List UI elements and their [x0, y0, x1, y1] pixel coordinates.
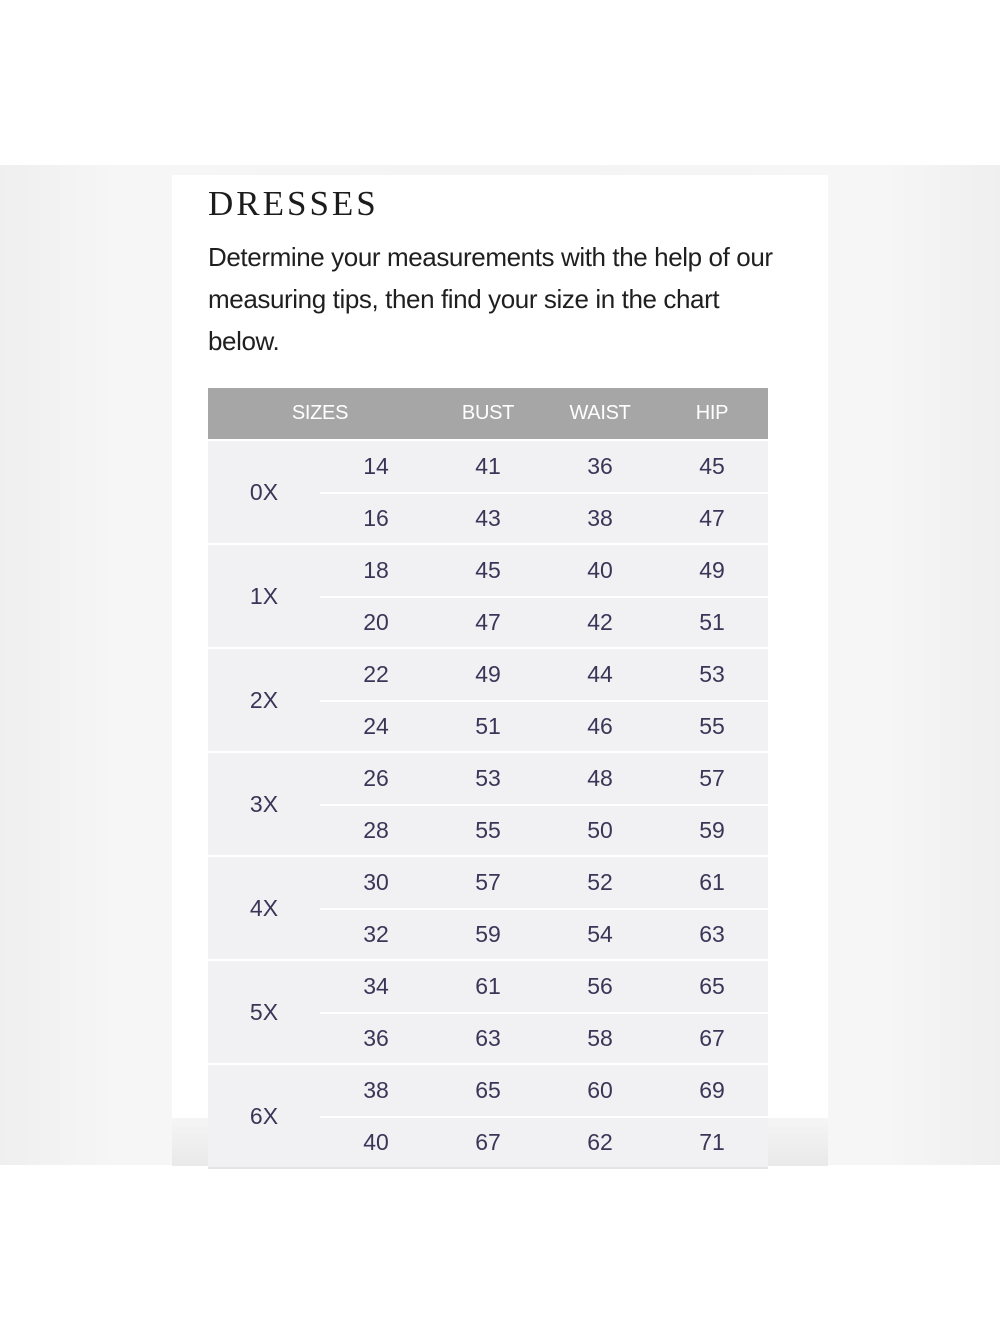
- table-row: [320, 1116, 768, 1167]
- size-number-cell: 22: [363, 661, 389, 687]
- table-row: [320, 492, 768, 543]
- size-group-label: 3X: [249, 791, 279, 817]
- size-number-cell: 40: [363, 1129, 389, 1155]
- header-bust: BUST: [461, 402, 515, 424]
- hip-cell: 53: [699, 661, 725, 687]
- page-title: DRESSES: [208, 184, 379, 223]
- hip-cell: 47: [699, 505, 725, 531]
- size-group-label: 6X: [249, 1103, 279, 1129]
- table-row: [320, 908, 768, 959]
- hip-cell: 69: [699, 1077, 725, 1103]
- hip-cell: 55: [699, 713, 725, 739]
- waist-cell: 36: [587, 453, 613, 479]
- hip-cell: 59: [699, 817, 725, 843]
- size-group-label: 0X: [249, 479, 279, 505]
- size-number-cell: 32: [363, 921, 389, 947]
- table-body: [208, 439, 768, 1167]
- size-number-cell: 34: [363, 973, 389, 999]
- size-group: [208, 1063, 768, 1167]
- hip-cell: 49: [699, 557, 725, 583]
- waist-cell: 56: [587, 973, 613, 999]
- size-number-cell: 36: [363, 1025, 389, 1051]
- table-row: [320, 441, 768, 492]
- bust-cell: 53: [475, 765, 501, 791]
- hip-cell: 51: [699, 609, 725, 635]
- table-row: [320, 857, 768, 908]
- hip-cell: 65: [699, 973, 725, 999]
- bust-cell: 61: [475, 973, 501, 999]
- size-group: [208, 959, 768, 1063]
- size-chart-table: [208, 388, 768, 1169]
- waist-cell: 46: [587, 713, 613, 739]
- size-number-cell: 30: [363, 869, 389, 895]
- hip-cell: 67: [699, 1025, 725, 1051]
- table-row: [320, 649, 768, 700]
- size-group-label: 1X: [249, 583, 279, 609]
- size-group-label: 2X: [249, 687, 279, 713]
- size-number-cell: 26: [363, 765, 389, 791]
- bust-cell: 43: [475, 505, 501, 531]
- hip-cell: 61: [699, 869, 725, 895]
- size-group: [208, 439, 768, 543]
- waist-cell: 40: [587, 557, 613, 583]
- hip-cell: 57: [699, 765, 725, 791]
- bust-cell: 47: [475, 609, 501, 635]
- table-row: [320, 753, 768, 804]
- table-header: [208, 388, 768, 439]
- size-group: [208, 751, 768, 855]
- table-row: [320, 804, 768, 855]
- waist-cell: 60: [587, 1077, 613, 1103]
- bust-cell: 57: [475, 869, 501, 895]
- intro-text: Determine your measurements with the help of our measuring tips, then find your size in the chart below.: [208, 242, 773, 356]
- table-row: [320, 1065, 768, 1116]
- size-number-cell: 16: [363, 505, 389, 531]
- size-group: [208, 543, 768, 647]
- bust-cell: 41: [475, 453, 501, 479]
- bust-cell: 67: [475, 1129, 501, 1155]
- size-group-label: 4X: [249, 895, 279, 921]
- size-number-cell: 20: [363, 609, 389, 635]
- waist-cell: 44: [587, 661, 613, 687]
- table-row: [320, 596, 768, 647]
- size-number-cell: 14: [363, 453, 389, 479]
- bust-cell: 51: [475, 713, 501, 739]
- header-waist: WAIST: [569, 402, 631, 424]
- waist-cell: 48: [587, 765, 613, 791]
- waist-cell: 58: [587, 1025, 613, 1051]
- size-group-label: 5X: [249, 999, 279, 1025]
- waist-cell: 54: [587, 921, 613, 947]
- bust-cell: 65: [475, 1077, 501, 1103]
- size-number-cell: 18: [363, 557, 389, 583]
- hip-cell: 45: [699, 453, 725, 479]
- table-row: [320, 545, 768, 596]
- size-number-cell: 38: [363, 1077, 389, 1103]
- bust-cell: 59: [475, 921, 501, 947]
- waist-cell: 42: [587, 609, 613, 635]
- bust-cell: 55: [475, 817, 501, 843]
- table-bottom-edge: [208, 1167, 768, 1169]
- waist-cell: 50: [587, 817, 613, 843]
- waist-cell: 38: [587, 505, 613, 531]
- waist-cell: 52: [587, 869, 613, 895]
- header-sizes: SIZES: [291, 402, 349, 424]
- bust-cell: 63: [475, 1025, 501, 1051]
- size-number-cell: 28: [363, 817, 389, 843]
- header-hip: HIP: [695, 402, 729, 424]
- bust-cell: 49: [475, 661, 501, 687]
- table-row: [320, 961, 768, 1012]
- size-number-cell: 24: [363, 713, 389, 739]
- size-group: [208, 855, 768, 959]
- size-group: [208, 647, 768, 751]
- bust-cell: 45: [475, 557, 501, 583]
- waist-cell: 62: [587, 1129, 613, 1155]
- hip-cell: 63: [699, 921, 725, 947]
- table-row: [320, 1012, 768, 1063]
- table-row: [320, 700, 768, 751]
- hip-cell: 71: [699, 1129, 725, 1155]
